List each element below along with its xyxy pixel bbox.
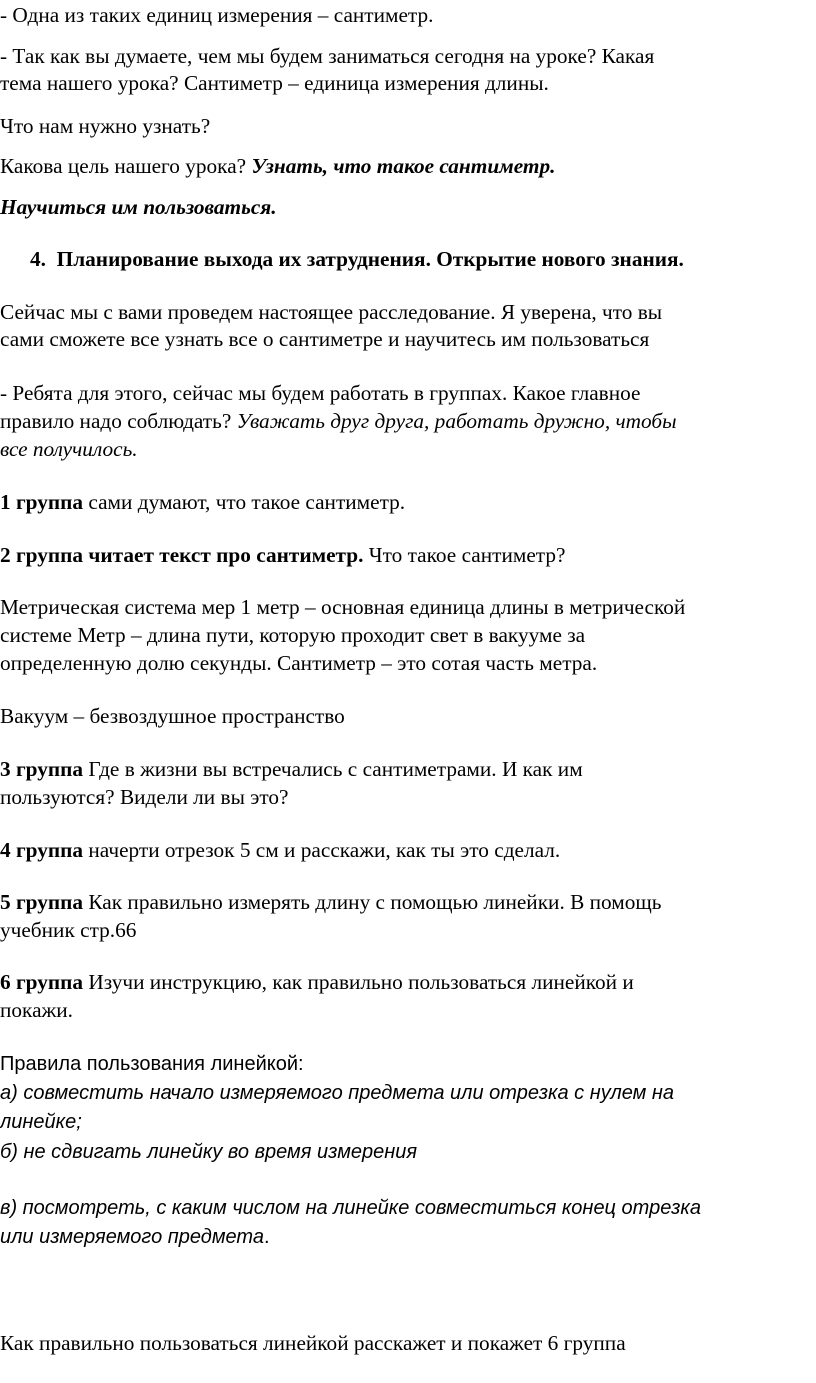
ruler-rule-c-cont [0,1223,800,1252]
paragraph-group-2 [0,542,800,570]
ruler-rule-a [0,1079,800,1108]
paragraph-metric-system-cont2 [0,650,800,678]
text-line: в) посмотреть, с каким числом на линейке совместиться конец отрезка [0,1197,701,1219]
paragraph-group-5 [0,889,800,917]
text-line: сами сможете все узнать все о сантиметре и научитесь им пользоваться [0,327,650,351]
text-line: Сейчас мы с вами проведем настоящее расследование. Я уверена, что вы [0,300,663,324]
heading-number: 4. [30,247,46,271]
paragraph-investigation-cont [0,326,800,354]
ruler-rule-b [0,1138,800,1167]
paragraph-unit-intro [0,2,800,30]
group-task: Как правильно измерять длину с помощью линейки. В помощь [83,890,662,914]
text-line: - Так как вы думаете, чем мы будем заниматься сегодня на уроке? Какая [0,44,655,68]
paragraph-what-to-learn [0,113,800,141]
paragraph-group-3-cont [0,784,800,812]
group-label: 2 группа читает текст про сантиметр. [0,543,364,567]
heading-text: Планирование выхода их затруднения. Открытие нового знания. [56,247,684,271]
group-task: начерти отрезок 5 см и расскажи, как ты это сделал. [83,838,561,862]
group-task: сами думают, что такое сантиметр. [83,490,406,514]
paragraph-group-6 [0,969,800,997]
text-line: Что нам нужно узнать? [0,114,211,138]
text-line: определенную долю секунды. Сантиметр – это сотая часть метра. [0,651,598,675]
paragraph-lesson-question-cont [0,70,800,98]
ruler-rules-title [0,1050,800,1079]
text-line: пользуются? Видели ли вы это? [0,785,289,809]
group-label: 5 группа [0,890,84,914]
text-line: правило надо соблюдать? [0,409,237,433]
text-line: Какова цель нашего урока? [0,154,252,178]
text-line: Метрическая система мер 1 метр – основная единица длины в метрической [0,595,686,619]
text-line: или измеряемого предмета [0,1226,264,1248]
text-line: - Одна из таких единиц измерения – сантиметр. [0,3,434,27]
text-line: тема нашего урока? Сантиметр – единица измерения длины. [0,71,549,95]
group-task: Где в жизни вы встречались с сантиметрами. И как им [83,757,583,781]
paragraph-vacuum [0,703,800,731]
goal-answer-cont: Научиться им пользоваться. [0,195,277,219]
group-label: 1 группа [0,490,84,514]
text-line: Вакуум – безвоздушное пространство [0,704,345,728]
paragraph-group-rule-cont [0,436,800,464]
text-line: системе Метр – длина пути, которую проходит свет в вакууме за [0,623,586,647]
ruler-rule-a-cont [0,1108,800,1137]
paragraph-lesson-goal [0,153,800,181]
text-line: линейке; [0,1111,82,1133]
paragraph-metric-system [0,594,800,622]
rule-answer: Уважать друг друга, работать дружно, чтобы [236,409,677,433]
paragraph-group-4 [0,837,800,865]
group-label: 6 группа [0,970,84,994]
group-task: Изучи инструкцию, как правильно пользоваться линейкой и [83,970,634,994]
paragraph-group-work [0,380,800,408]
group-label: 4 группа [0,838,84,862]
goal-answer: Узнать, что такое сантиметр. [251,154,556,178]
rule-answer-cont: все получилось. [0,437,138,461]
paragraph-group-6-cont [0,997,800,1025]
paragraph-closing [0,1330,800,1358]
text-line: учебник стр.66 [0,918,137,942]
ruler-rule-c [0,1194,800,1223]
paragraph-goal-cont [0,194,800,222]
paragraph-lesson-question [0,43,800,71]
text-line: Как правильно пользоваться линейкой расскажет и покажет 6 группа [0,1331,626,1355]
text-line: б) не сдвигать линейку во время измерения [0,1141,418,1163]
text-line: Правила пользования линейкой: [0,1053,304,1075]
group-label: 3 группа [0,757,84,781]
paragraph-metric-system-cont [0,622,800,650]
group-task: Что такое сантиметр? [363,543,566,567]
section-heading [30,246,816,274]
text-line: покажи. [0,998,73,1022]
text-line: . [264,1226,270,1248]
text-line: - Ребята для этого, сейчас мы будем работать в группах. Какое главное [0,381,641,405]
paragraph-investigation [0,299,800,327]
paragraph-group-rule [0,408,800,436]
text-line: а) совместить начало измеряемого предмета или отрезка с нулем на [0,1082,675,1104]
paragraph-group-3 [0,756,800,784]
paragraph-group-1 [0,489,800,517]
paragraph-group-5-cont [0,917,800,945]
